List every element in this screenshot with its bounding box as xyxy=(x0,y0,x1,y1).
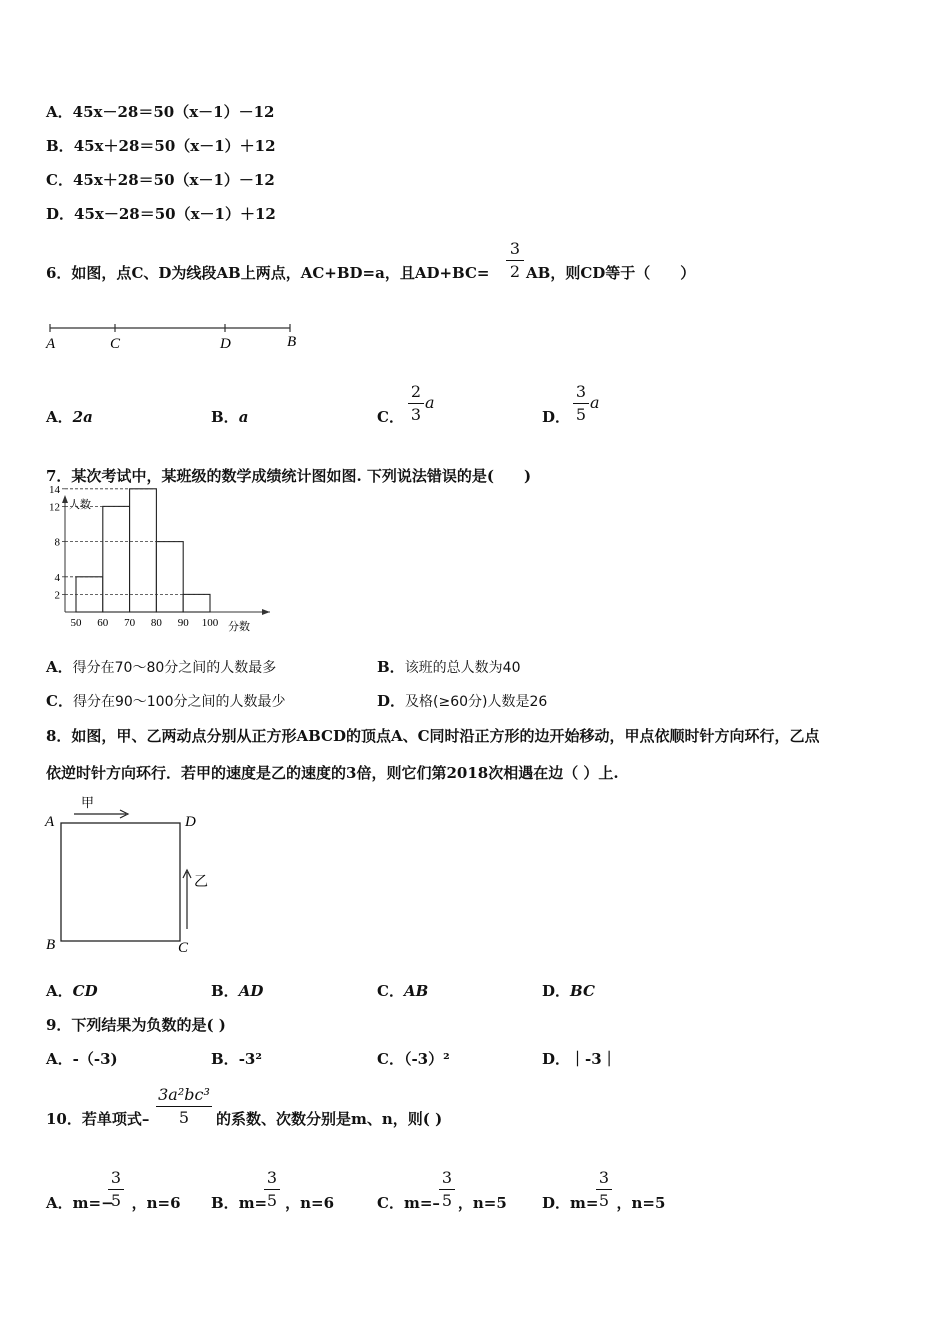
q10-option-d[interactable]: D．m= ，n=5 xyxy=(542,1194,666,1212)
q6-option-d-var: a xyxy=(590,393,600,412)
label-a: A xyxy=(46,336,56,352)
q8-square-figure xyxy=(40,790,230,960)
q6-option-a[interactable]: A．2a xyxy=(46,408,93,426)
label-c: C xyxy=(110,336,121,352)
q5-option-d[interactable]: D．45x－28＝50（x－1）＋12 xyxy=(46,205,276,223)
q8-option-b[interactable]: B．AD xyxy=(211,982,264,1000)
y-axis-arrow-icon xyxy=(62,495,68,503)
q6-stem-before: 6．如图，点C、D为线段AB上两点，AC+BD=a，且AD+BC= xyxy=(46,264,490,282)
x-tick-label: 50 xyxy=(70,617,82,629)
q6-stem-after: AB，则CD等于（ ） xyxy=(526,264,696,282)
q5-option-a[interactable]: A．45x－28＝50（x－1）－12 xyxy=(46,103,275,121)
q9-option-c[interactable]: C．（-3）² xyxy=(377,1050,450,1068)
q10-option-a[interactable]: A．m=− ，n=6 xyxy=(46,1194,181,1212)
q10-stem-before: 10．若单项式– xyxy=(46,1110,150,1128)
q9-option-d[interactable]: D．｜-3｜ xyxy=(542,1050,617,1068)
square-abcd xyxy=(61,823,180,941)
q6-option-d-fraction: 3 5 xyxy=(573,382,589,425)
q8-option-c[interactable]: C．AB xyxy=(377,982,429,1000)
q6-segment-figure xyxy=(40,318,310,354)
vertex-a: A xyxy=(45,814,55,830)
q6-option-b[interactable]: B．a xyxy=(211,408,249,426)
vertex-b: B xyxy=(46,937,56,953)
y-tick-label: 2 xyxy=(54,589,60,602)
q8-option-d[interactable]: D．BC xyxy=(542,982,595,1000)
yi-label: 乙 xyxy=(194,875,208,890)
q10-stem-after: 的系数、次数分别是m、n，则( ) xyxy=(216,1110,443,1128)
q9-stem: 9．下列结果为负数的是( ) xyxy=(46,1016,226,1034)
y-tick-label: 4 xyxy=(54,571,60,584)
x-tick-label: 90 xyxy=(177,617,189,629)
q10-option-d-fraction: 3 5 xyxy=(596,1168,612,1211)
q7-option-b[interactable]: B．该班的总人数为40 xyxy=(377,658,521,676)
q9-option-a[interactable]: A．-（-3) xyxy=(46,1050,118,1068)
x-axis-label: 分数 xyxy=(228,621,250,633)
q6-option-c-var: a xyxy=(425,393,435,412)
q7-histogram xyxy=(40,483,270,636)
q10-option-c[interactable]: C．m=– ，n=5 xyxy=(377,1194,507,1212)
q6-option-c-fraction: 2 3 xyxy=(408,382,424,425)
q10-option-b-fraction: 3 5 xyxy=(264,1168,280,1211)
label-b: B xyxy=(287,334,297,350)
q6-stem-fraction: 3 2 xyxy=(506,239,524,282)
y-tick-label: 8 xyxy=(54,536,60,549)
q10-option-a-fraction: 3 5 xyxy=(108,1168,124,1211)
label-d: D xyxy=(220,336,231,352)
q8-stem-line2: 依逆时针方向环行．若甲的速度是乙的速度的3倍，则它们第2018次相遇在边（ ）上. xyxy=(46,764,619,782)
x-tick-label: 60 xyxy=(97,617,109,629)
q6-option-c[interactable]: C． xyxy=(377,408,404,426)
histogram-bar-60-70 xyxy=(103,506,130,612)
q10-option-c-fraction: 3 5 xyxy=(439,1168,455,1211)
y-tick-label: 14 xyxy=(49,483,60,496)
q8-option-a[interactable]: A．CD xyxy=(46,982,98,1000)
q9-option-b[interactable]: B．-3² xyxy=(211,1050,262,1068)
vertex-d: D xyxy=(185,814,196,830)
q7-stem: 7．某次考试中，某班级的数学成绩统计图如图. 下列说法错误的是( ) xyxy=(46,467,532,485)
q10-option-b[interactable]: B．m= ，n=6 xyxy=(211,1194,335,1212)
q8-stem-line1: 8．如图，甲、乙两动点分别从正方形ABCD的顶点A、C同时沿正方形的边开始移动，甲点依顺时针方向环行，乙点 xyxy=(46,727,820,745)
x-tick-label: 100 xyxy=(201,617,219,629)
vertex-c: C xyxy=(178,940,189,956)
q5-option-c[interactable]: C．45x＋28＝50（x－1）－12 xyxy=(46,171,275,189)
x-axis-arrow-icon xyxy=(262,609,270,615)
q10-stem-fraction: 3a²bc³ 5 xyxy=(156,1085,212,1128)
x-tick-label: 80 xyxy=(150,617,162,629)
q7-option-c[interactable]: C．得分在90～100分之间的人数最少 xyxy=(46,692,286,710)
q6-option-d[interactable]: D． xyxy=(542,408,571,426)
q7-option-a[interactable]: A．得分在70～80分之间的人数最多 xyxy=(46,658,277,676)
y-tick-label: 12 xyxy=(49,501,60,514)
y-axis-label: 人数 xyxy=(69,499,91,511)
x-tick-label: 70 xyxy=(124,617,136,629)
histogram-bar-70-80 xyxy=(130,489,157,612)
histogram-bar-90-100 xyxy=(183,594,210,612)
q7-option-d[interactable]: D．及格(≥60分)人数是26 xyxy=(377,692,548,710)
jia-label: 甲 xyxy=(81,795,95,810)
histogram-bar-80-90 xyxy=(156,542,183,612)
q5-option-b[interactable]: B．45x＋28＝50（x－1）＋12 xyxy=(46,137,276,155)
